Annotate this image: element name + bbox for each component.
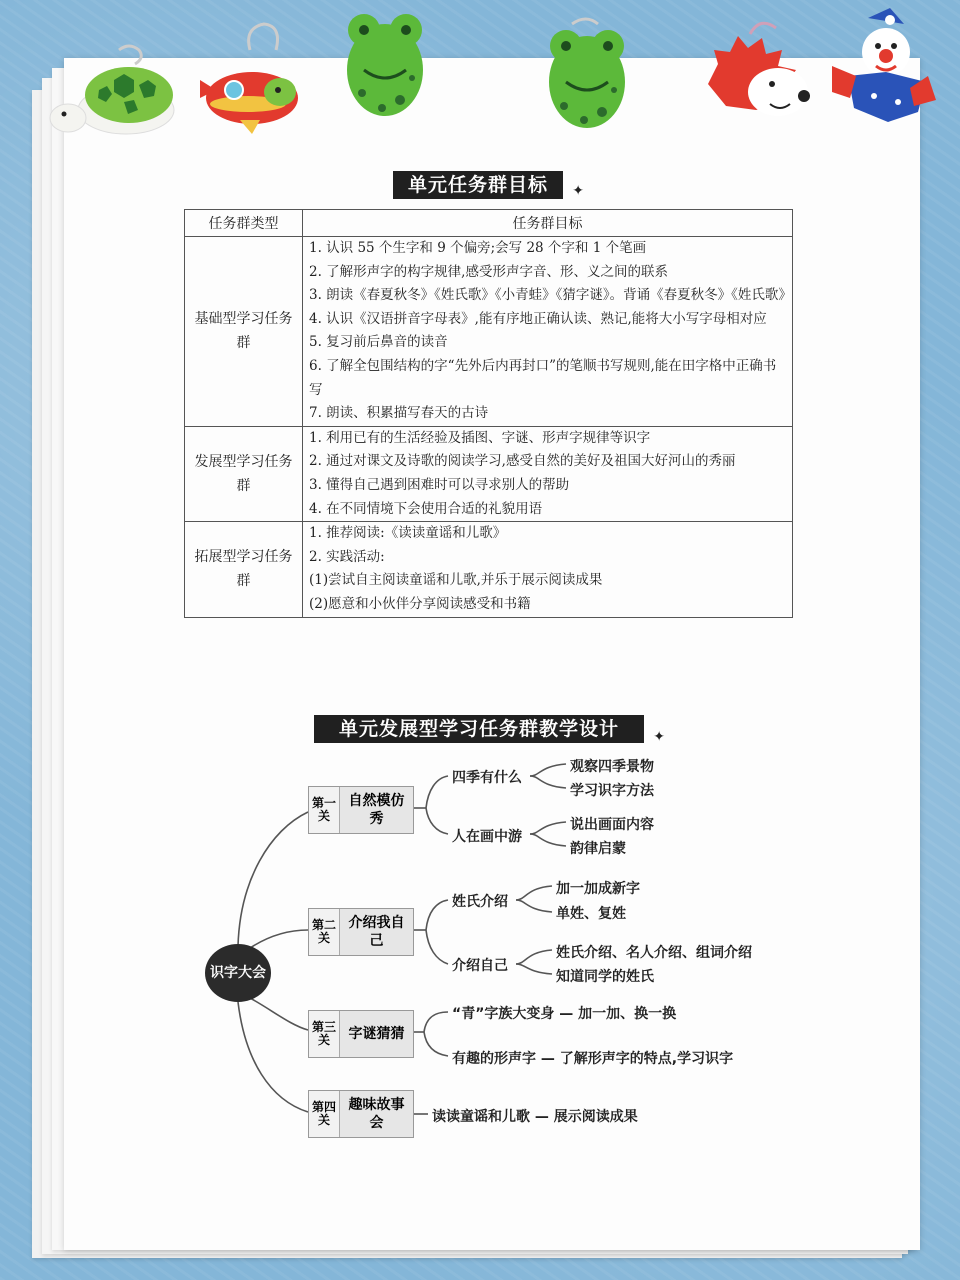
- stage-name: 趣味故事会: [348, 1097, 405, 1131]
- task-group-type-cell: 发展型学习任务群: [185, 426, 303, 521]
- leaf-label: 加一加成新字: [556, 881, 640, 897]
- table-header-cell: 任务群目标: [303, 210, 793, 237]
- leaf-label: 说出画面内容: [570, 817, 654, 833]
- section-title-text: 单元任务群目标: [407, 174, 548, 196]
- mindmap-stage-4: [308, 1090, 414, 1138]
- mindmap-stage-2: [308, 908, 414, 956]
- stage-tag: 第一关: [309, 787, 340, 833]
- sparkle-icon: ✦: [653, 729, 666, 745]
- goal-item: (2)愿意和小伙伴分享阅读感受和书籍: [309, 595, 531, 612]
- stage-tag: 第四关: [309, 1091, 340, 1137]
- goal-item: 4. 在不同情境下会使用合适的礼貌用语: [309, 500, 543, 517]
- goal-item: 2. 了解形声字的构字规律,感受形声字音、形、义之间的联系: [309, 263, 668, 280]
- goal-item: 6. 了解全包围结构的字“先外后内再封口”的笔顺书写规则,能在田字格中正确书写: [309, 357, 777, 398]
- task-group-type-cell: 基础型学习任务群: [185, 237, 303, 427]
- goal-item: 2. 实践活动:: [309, 548, 385, 565]
- section-title-text: 单元发展型学习任务群教学设计: [338, 718, 619, 740]
- mindmap-center-node: 识字大会: [205, 944, 271, 1002]
- goal-item: 4. 认识《汉语拼音字母表》,能有序地正确认读、熟记,能将大小写字母相对应: [309, 310, 767, 327]
- branch-label: 人在画中游: [452, 829, 522, 845]
- stage-name: 字谜猜猜: [348, 1026, 405, 1042]
- mindmap-stage-3: [308, 1010, 414, 1058]
- goal-item: 5. 复习前后鼻音的读音: [309, 334, 448, 351]
- leaf-label: 观察四季景物: [570, 759, 654, 775]
- leaf-label: 姓氏介绍、名人介绍、组词介绍: [556, 945, 752, 961]
- goal-item: 1. 推荐阅读:《读读童谣和儿歌》: [309, 525, 507, 542]
- branch-label: “青”字族大变身 — 加一加、换一换: [452, 1006, 677, 1022]
- sparkle-icon: ✦: [572, 183, 585, 199]
- stage-tag: 第二关: [309, 909, 340, 955]
- task-group-type-cell: 拓展型学习任务群: [185, 522, 303, 617]
- branch-label: 介绍自己: [452, 958, 508, 974]
- goal-item: (1)尝试自主阅读童谣和儿歌,并乐于展示阅读成果: [309, 572, 603, 589]
- leaf-label: 单姓、复姓: [556, 906, 626, 922]
- mindmap-stage-1: [308, 786, 414, 834]
- table-header-cell: 任务群类型: [185, 210, 303, 237]
- branch-label: 姓氏介绍: [452, 894, 508, 910]
- goal-item: 2. 通过对课文及诗歌的阅读学习,感受自然的美好及祖国大好河山的秀丽: [309, 453, 736, 470]
- goal-item: 3. 朗读《春夏秋冬》《姓氏歌》《小青蛙》《猜字谜》。背诵《春夏秋冬》《姓氏歌》: [309, 287, 792, 304]
- stage-name: 自然模仿秀: [348, 793, 405, 827]
- goal-item: 7. 朗读、积累描写春天的古诗: [309, 405, 489, 422]
- goal-item: 3. 懂得自己遇到困难时可以寻求别人的帮助: [309, 476, 570, 493]
- leaf-label: 学习识字方法: [570, 783, 654, 799]
- branch-label: 有趣的形声字 — 了解形声字的特点,学习识字: [452, 1051, 734, 1067]
- branch-label: 四季有什么: [452, 770, 522, 786]
- branch-label: 读读童谣和儿歌 — 展示阅读成果: [432, 1109, 638, 1125]
- leaf-label: 韵律启蒙: [570, 841, 626, 857]
- leaf-label: 知道同学的姓氏: [556, 969, 654, 985]
- goal-item: 1. 利用已有的生活经验及插图、字谜、形声字规律等识字: [309, 429, 651, 446]
- stage-tag: 第三关: [309, 1011, 340, 1057]
- stage-name: 介绍我自己: [348, 915, 405, 949]
- goal-item: 1. 认识 55 个生字和 9 个偏旁;会写 28 个字和 1 个笔画: [309, 240, 647, 256]
